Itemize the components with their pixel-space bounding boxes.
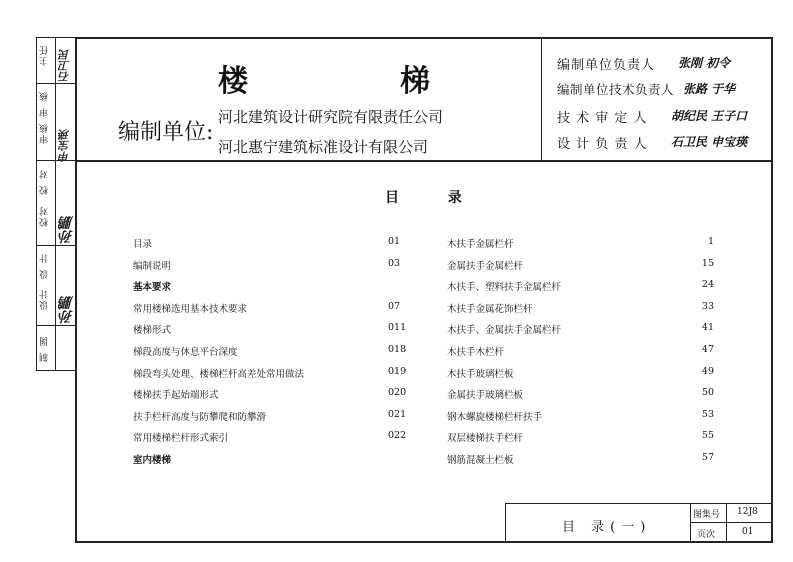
- page-title-left: 楼: [218, 64, 250, 99]
- resp-sig-1: 张刚 初令: [678, 56, 731, 70]
- resp-label-2: 编制单位技术负责人: [557, 82, 675, 97]
- catalog-right-page: 49: [701, 365, 714, 377]
- catalog-left-item: 常用楼梯选用基本技术要求: [133, 303, 248, 315]
- strip-sign-design: 孙鹏: [59, 296, 75, 324]
- catalog-left-item: 目录: [133, 239, 153, 250]
- catalog-right-page: 24: [701, 279, 714, 291]
- catalog-right-item: 木扶手、金属扶手金属栏杆: [447, 325, 562, 337]
- catalog-right-item: 钢筋混凝土栏板: [447, 455, 514, 466]
- footer-mid-line: [690, 522, 772, 523]
- atlas-label: 图集号: [693, 510, 721, 520]
- resp-label-3: 技 术 审 定 人: [557, 111, 648, 126]
- catalog-left-item: 室内楼梯: [133, 455, 172, 466]
- strip-bottom-border: [36, 370, 76, 371]
- strip-top-border: [36, 37, 76, 38]
- catalog-right-page: 15: [701, 257, 714, 269]
- catalog-right-page: 47: [701, 344, 714, 355]
- strip-sep-1: [36, 83, 76, 84]
- unit-name-2: 河北惠宁建筑标准设计有限公司: [218, 138, 429, 156]
- resp-label-1: 编制单位负责人: [557, 58, 656, 73]
- page-value: 01: [742, 527, 754, 537]
- catalog-left-item: 梯段高度与休息平台深度: [133, 347, 238, 358]
- footer-title: 目 录(一): [562, 520, 652, 535]
- strip-label-design: 设 计: [40, 252, 50, 279]
- page-label: 页次: [697, 530, 716, 540]
- page-title-right: 梯: [400, 64, 432, 99]
- catalog-left-item: 楼梯扶手起始端形式: [133, 390, 219, 402]
- unit-label: 编制单位:: [118, 120, 214, 145]
- resp-label-4: 设 计 负 责 人: [557, 137, 648, 152]
- resp-sig-4: 石卫民 申宝瑛: [671, 135, 748, 149]
- catalog-left-item: 楼梯形式: [133, 325, 172, 337]
- strip-label-review-2: 审核: [40, 122, 50, 144]
- strip-label-director: 主任: [40, 44, 50, 66]
- catalog-right-page: 33: [701, 300, 714, 312]
- catalog-left-page: 018: [388, 344, 407, 355]
- strip-left-border: [36, 37, 37, 371]
- catalog-right-page: 50: [701, 387, 714, 399]
- catalog-left-item: 常用楼梯栏杆形式索引: [133, 433, 229, 445]
- strip-label-drafting: 制 图: [40, 335, 50, 362]
- catalog-right-item: 木扶手木栏杆: [447, 347, 505, 358]
- catalog-left-page: 03: [388, 257, 401, 269]
- catalog-right-item: 钢木螺旋楼梯栏杆扶手: [447, 411, 543, 423]
- strip-label-design-2: 设计: [40, 288, 50, 310]
- strip-label-check-2: 校对: [40, 205, 50, 227]
- catalog-right-page: 57: [701, 452, 714, 463]
- catalog-heading: 目 录: [385, 190, 484, 206]
- catalog-right-item: 木扶手金属花饰栏杆: [447, 303, 533, 315]
- catalog-left-item: 扶手栏杆高度与防攀爬和防攀滑: [133, 411, 267, 423]
- strip-sign-director: 石卫民: [58, 49, 71, 82]
- catalog-left-page: 020: [388, 387, 407, 399]
- catalog-right-page: 53: [701, 408, 714, 420]
- strip-sep-4: [36, 325, 76, 326]
- catalog-right-item: 双层楼梯扶手栏杆: [447, 433, 524, 445]
- catalog-right-item: 木扶手、塑料扶手金属栏杆: [447, 282, 562, 294]
- frame-right: [771, 37, 773, 543]
- catalog-left-page: 01: [388, 236, 401, 247]
- frame-bottom: [75, 541, 772, 543]
- catalog-left-item: 梯段弯头处理、楼梯栏杆高差处常用做法: [133, 368, 305, 380]
- catalog-right-item: 金属扶手金属栏杆: [447, 260, 524, 272]
- strip-sign-review: 申宝瑛: [58, 129, 71, 162]
- unit-name-1: 河北建筑设计研究院有限责任公司: [218, 108, 444, 126]
- catalog-left-page: 021: [388, 408, 407, 420]
- catalog-right-item: 木扶手玻璃栏板: [447, 368, 514, 380]
- strip-label-review: 审 核: [40, 90, 50, 117]
- catalog-left-item: 编制说明: [133, 260, 172, 272]
- footer-top-line: [505, 503, 772, 504]
- strip-sep-3: [36, 245, 76, 246]
- frame-top: [75, 37, 772, 39]
- resp-sig-2: 张路 于华: [683, 82, 736, 96]
- header-divider: [75, 160, 772, 162]
- strip-sign-check: 孙鹏: [59, 216, 75, 244]
- catalog-right-page: 1: [707, 236, 714, 247]
- catalog-left-page: 022: [388, 430, 407, 442]
- catalog-left-page: 07: [388, 300, 401, 312]
- catalog-left-page: 011: [388, 322, 407, 334]
- atlas-value: 12J8: [737, 507, 758, 517]
- catalog-left-item: 基本要求: [133, 282, 172, 294]
- strip-mid-border: [55, 37, 56, 371]
- resp-sig-3: 胡纪民 王子口: [671, 109, 748, 123]
- catalog-right-item: 金属扶手玻璃栏板: [447, 390, 524, 402]
- catalog-left-page: 019: [388, 365, 407, 377]
- header-vdivider: [541, 37, 542, 161]
- footer-left-line: [505, 503, 506, 542]
- catalog-right-page: 55: [701, 430, 714, 442]
- catalog-right-item: 木扶手金属栏杆: [447, 239, 514, 250]
- strip-label-check: 校 对: [40, 168, 50, 195]
- catalog-right-page: 41: [701, 322, 714, 334]
